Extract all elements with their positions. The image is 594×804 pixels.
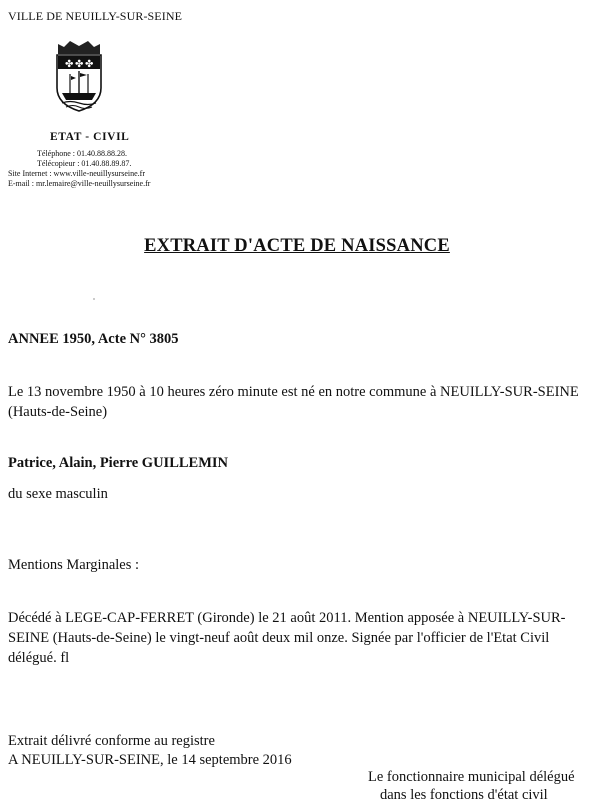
birth-statement: Le 13 novembre 1950 à 10 heures zéro minute est né en notre commune à NEUILLY-SUR-SEINE (Hauts-de-Seine) [8,384,579,420]
signatory-line-1: Le fonctionnaire municipal délégué [368,769,575,785]
fax-number: Télécopieur : 01.40.88.89.87. [37,159,132,168]
issued-line-2: A NEUILLY-SUR-SEINE, le 14 septembre 2016 [8,752,292,768]
svg-text:✤: ✤ [75,59,84,70]
service-name: ETAT - CIVIL [50,131,130,143]
signatory-line-2: dans les fonctions d'état civil [380,787,548,803]
email-address[interactable]: E-mail : mr.lemaire@ville-neuillysurseine.fr [8,179,151,188]
document-title: EXTRAIT D'ACTE DE NAISSANCE [144,236,450,256]
year-act-number: ANNEE 1950, Acte N° 3805 [8,331,179,347]
coat-of-arms-icon [52,38,106,114]
sex-statement: du sexe masculin [8,486,108,502]
issued-line-1: Extrait délivré conforme au registre [8,733,215,749]
website[interactable]: Site Internet : www.ville-neuillysurseine.fr [8,169,145,178]
mentions-heading: Mentions Marginales : [8,557,140,573]
svg-text:✤: ✤ [65,59,74,70]
full-name: Patrice, Alain, Pierre GUILLEMIN [8,455,229,471]
mentions-text: Décédé à LEGE-CAP-FERRET (Gironde) le 21 août 2011. Mention apposée à NEUILLY-SUR-SEINE (Hauts-de-Seine) le vingt-neuf août deux mil onze. Signée par l'officier de l'Etat Civil délégué. fl [8,610,566,666]
phone-number: Téléphone : 01.40.88.88.28. [37,149,127,158]
scan-speck [93,298,95,300]
svg-text:✤: ✤ [85,59,94,70]
city-name: VILLE DE NEUILLY-SUR-SEINE [8,9,183,23]
